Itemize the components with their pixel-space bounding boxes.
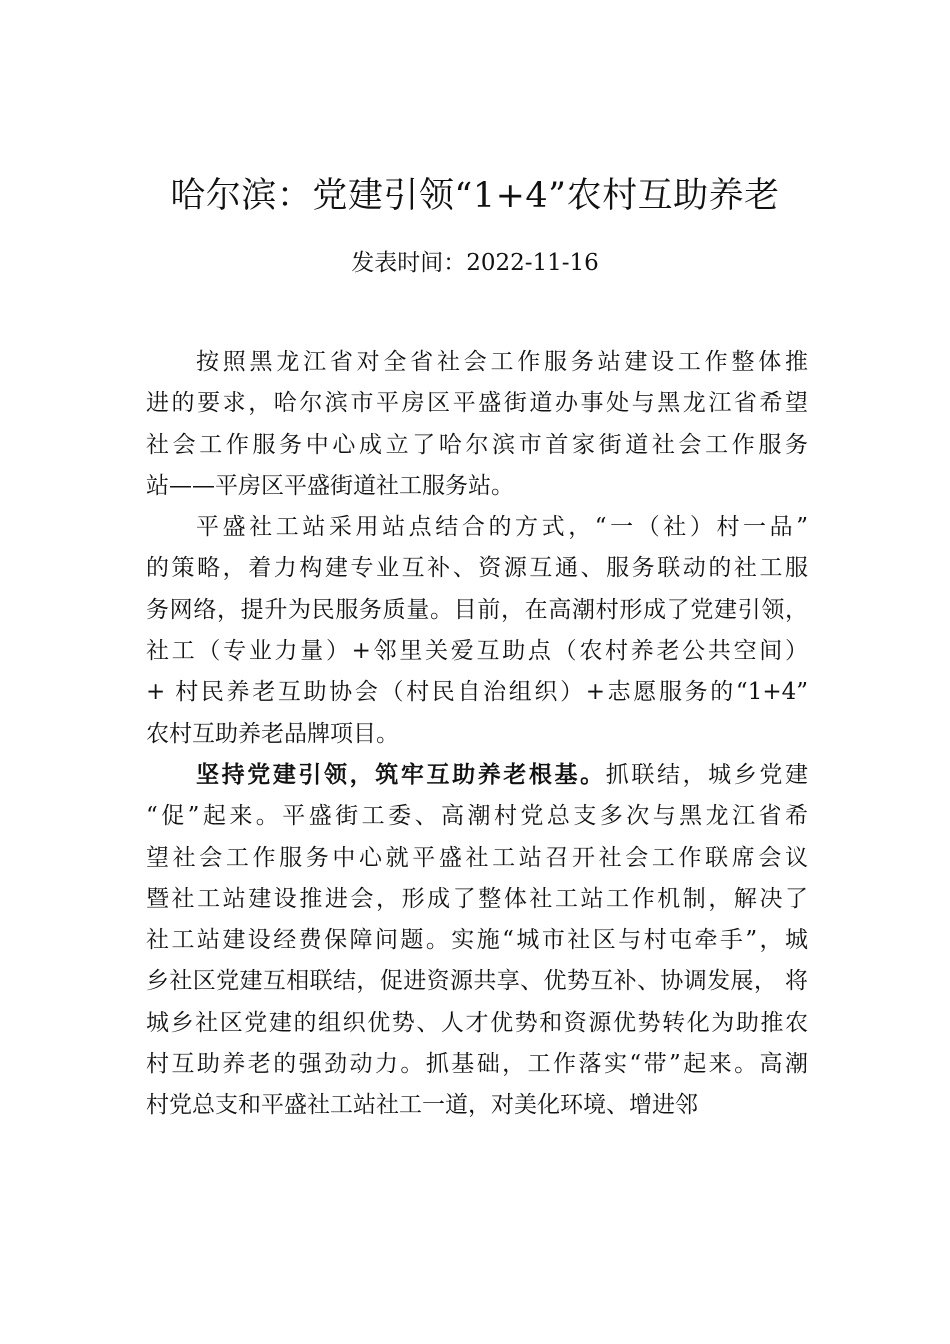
text-line: “促”起来。平盛街工委、高潮村党总支多次与黑龙江省希: [146, 803, 808, 830]
text-line: 望社会工作服务中心就平盛社工站召开社会工作联席会议: [146, 844, 808, 871]
section-heading: 坚持党建引领，筑牢互助养老根基。: [196, 761, 606, 788]
text-line: 暨社工站建设推进会，形成了整体社工站工作机制，解决了: [146, 885, 808, 912]
document-title: 哈尔滨：党建引领“1+4”农村互助养老: [170, 176, 780, 216]
text-line: 的策略，着力构建专业互补、资源互通、服务联动的社工服: [146, 555, 808, 582]
text-line: 社工（专业力量）+邻里关爱互助点（农村养老公共空间）: [146, 638, 808, 665]
paragraph-2: [146, 507, 808, 755]
text-line: 乡社区党建互相联结，促进资源共享、优势互补、协调发展， 将: [146, 968, 808, 995]
text-line: 农村互助养老品牌项目。: [146, 720, 399, 747]
text-line: 村党总支和平盛社工站社工一道，对美化环境、增进邻: [146, 1092, 698, 1119]
text-line: 按照黑龙江省对全省社会工作服务站建设工作整体推: [196, 349, 808, 375]
text-line: 社工站建设经费保障问题。实施“城市社区与村屯牵手”，城: [146, 927, 808, 954]
paragraph-3: [146, 755, 808, 1127]
text-line: 社会工作服务中心成立了哈尔滨市首家街道社会工作服务: [146, 431, 808, 458]
paragraph-1: [146, 342, 808, 507]
text-line: 进的要求，哈尔滨市平房区平盛街道办事处与黑龙江省希望: [146, 390, 808, 417]
article-body: [146, 342, 808, 1127]
text-line: 平盛社工站采用站点结合的方式，“一（社）村一品”: [196, 514, 808, 541]
text-line: [146, 755, 808, 796]
text-line: + 村民养老互助协会（村民自治组织）+志愿服务的“1+4”: [146, 679, 808, 706]
text-line: 务网络，提升为民服务质量。目前，在高潮村形成了党建引领，: [146, 596, 808, 623]
text-line: 村互助养老的强劲动力。抓基础，工作落实“带”起来。高潮: [146, 1051, 808, 1078]
text-line: 站——平房区平盛街道社工服务站。: [146, 472, 514, 499]
text-line: 城乡社区党建的组织优势、人才优势和资源优势转化为助推农: [146, 1009, 808, 1036]
publish-date: 发表时间：2022-11-16: [351, 250, 599, 276]
text-span: 抓联结，城乡党建: [605, 761, 809, 788]
